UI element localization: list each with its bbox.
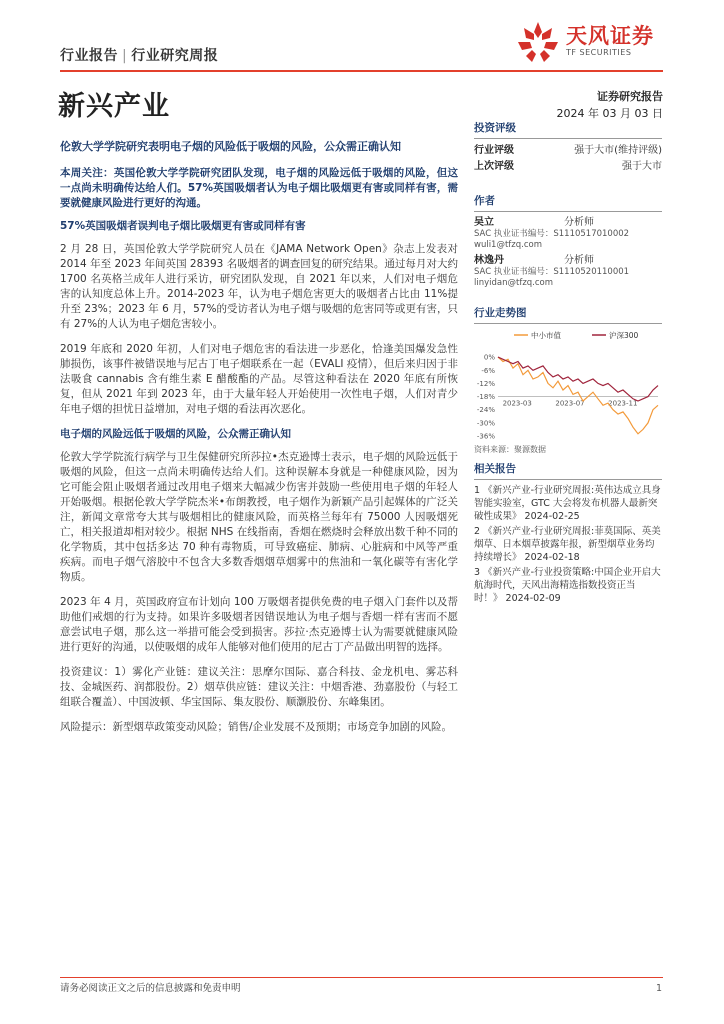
paragraph-3: 伦敦大学学院流行病学与卫生保健研究所莎拉•杰克逊博士表示，电子烟的风险远低于吸烟的风险，但这一点尚未明确传达给人们。这种误解本身就是一种健康风险，因为它可能会阻止吸烟者通过改用电子烟来大幅减少伤害并鼓励一些使用电子烟的年轻人开始吸烟。根据伦敦大学学院杰米•布朗教授，电子烟作为新颖产品引起媒体的广泛关注，新闻文章常夸大其与吸烟相比的健康风险，而英格兰每年有 75000 人因吸烟死亡，相关报道却相对较少。根据 NHS 在线指南，香烟在燃烧时会释放出数千种不同的化学物质，其中包括多达 70 种有毒物质，可导致癌症、肺病、心脏病和中风等严重疾病。而电子烟气溶胶中不包含大多数香烟烟草烟雾中的焦油和一氧化碳等有害化学物质。 [60,451,458,583]
x-tick-label: 2023-07 [555,399,585,408]
logo-english: TF SECURITIES [566,48,632,57]
related-report-item[interactable]: 1 《新兴产业-行业研究周报:英伟达成立具身智能实验室，GTC 大会将发布机器人最新突破性成果》 2024-02-25 [474,485,661,522]
industry-title: 新兴产业 [58,91,170,122]
report-date: 2024 年 03 月 03 日 [556,107,663,120]
risk-warning: 风险提示：新型烟草政策变动风险；销售/企业发展不及预期；市场竞争加剧的风险。 [60,721,453,733]
report-type: 证券研究报告 [597,90,663,103]
rating-label: 行业评级 [474,145,514,156]
y-tick-label: 0% [483,353,495,362]
section-heading-2: 电子烟的风险远低于吸烟的风险，公众需正确认知 [60,428,291,440]
author-email[interactable]: wuli1@tfzq.com [474,240,543,250]
x-tick-label: 2023-03 [502,399,532,408]
related-heading: 相关报告 [474,461,662,480]
series-line-中小市值 [498,357,658,434]
legend-label: 沪深300 [609,331,639,340]
author-name: 吴立 [474,217,494,228]
investment-advice: 投资建议：1）雾化产业链：建议关注：思摩尔国际、嘉合科技、金龙机电、雾芯科技、金城医药、润都股份。2）烟草供应链：建议关注：中烟香港、劲嘉股份（与轻工组联合覆盖）、中国波顿、华宝国际、集友股份、顺灏股份、东峰集团。 [60,666,458,708]
logo-emblem-icon [514,18,562,64]
trend-chart [474,328,662,440]
author-block [474,216,662,251]
rating-value: 强于大市(维持评级) [574,145,662,156]
y-tick-label: -30% [476,419,495,428]
y-tick-label: -24% [476,406,495,415]
category-label: 行业报告 [60,48,118,64]
cert-number: S1110517010002 [553,229,630,239]
footer-divider [60,977,663,978]
cert-label: SAC 执业证书编号： [474,267,554,277]
category-separator: | [122,48,128,64]
series-line-沪深300 [498,357,658,401]
rating-heading: 投资评级 [474,120,662,139]
x-tick-label: 2023-11 [608,399,638,408]
author-role: 分析师 [564,217,594,228]
footer-disclaimer: 请务必阅读正文之后的信息披露和免责申明 [60,983,241,994]
subcategory-label: 行业研究周报 [131,48,219,64]
section-heading-1: 57%英国吸烟者误判电子烟比吸烟更有害或同样有害 [60,220,306,232]
author-block [474,254,662,289]
y-tick-label: -36% [476,432,495,440]
main-content [60,166,458,745]
chart-source: 资料来源：聚源数据 [474,445,546,454]
key-point: 本周关注：英国伦敦大学学院研究团队发现，电子烟的风险远低于吸烟的风险，但这一点尚未明确传达给人们。57%英国吸烟者认为电子烟比吸烟更有害或同样有害，需要就健康风险进行更好的沟通。 [60,167,458,209]
author-name: 林逸丹 [474,255,504,266]
sidebar [474,120,662,607]
related-report-item[interactable]: 3 《新兴产业-行业投资策略:中国企业开启大航海时代，天风出海精选指数投资正当时！》 2024-02-09 [474,567,661,604]
y-tick-label: -6% [481,366,495,375]
page-number: 1 [655,983,662,994]
paragraph-2: 2019 年底和 2020 年初，人们对电子烟危害的看法进一步恶化，恰逢美国爆发急性肺损伤，该事件被错误地与尼古丁电子烟联系在一起（EVALI 疫情），但后来归因于非法吸食 cannabis 含有维生素 E 醋酸酯的产品。尽管这种看法在 2020 年底有所恢复，但从 2021 年到 2023 年，由于大量年轻人开始使用一次性电子烟，人们对青少年电子烟的担忧日益增加，对电子烟的看法再次恶化。 [60,343,458,415]
company-logo [514,18,664,68]
author-email[interactable]: linyidan@tfzq.com [474,278,554,288]
authors-heading: 作者 [474,193,662,212]
author-cert [474,229,662,240]
paragraph-4: 2023 年 4 月，英国政府宣布计划向 100 万吸烟者提供免费的电子烟入门套件以及帮助他们戒烟的行为支持。如果许多吸烟者因错误地认为电子烟与香烟一样有害而不愿意尝试电子烟，那么这一举措可能会受到损害。莎拉·杰克逊博士认为需要就健康风险进行更好的沟通，以使吸烟的成年人能够对他们使用的尼古丁产品做出明智的选择。 [60,596,458,653]
cert-number: S1110520110001 [553,267,630,277]
y-tick-label: -12% [476,379,495,388]
related-report-item[interactable]: 2 《新兴产业-行业研究周报:菲莫国际、英美烟草、日本烟草披露年报，新型烟草业务均持续增长》 2024-02-18 [474,526,661,563]
header-divider [60,70,663,72]
author-cert [474,267,662,278]
author-role: 分析师 [564,255,594,266]
rating-label: 上次评级 [474,161,514,172]
report-headline: 伦敦大学学院研究表明电子烟的风险低于吸烟的风险，公众需正确认知 [60,140,401,153]
y-tick-label: -18% [476,393,495,402]
rating-value: 强于大市 [622,161,662,172]
rating-row [474,159,662,175]
trend-chart-svg [474,328,662,440]
paragraph-1: 2 月 28 日，英国伦敦大学学院研究人员在《JAMA Network Open》杂志上发表对 2014 年至 2023 年间英国 28393 名吸烟者的调查回复的研究结果。通过每月对大约 1700 名英格兰成年人进行采访，研究团队发现，自 2021 年以来，人们对电子烟危害的认知度总体上升。2014-2023 年，认为电子烟危害更大的吸烟者占比由 11%提升至 23%；2023 年 6 月，57%的受访者认为电子烟与吸烟的危害同等或更有害，只有 27%的人认为电子烟危害较小。 [60,243,458,330]
trend-heading: 行业走势图 [474,305,662,324]
logo-name: 天风证券 [566,24,654,48]
rating-row [474,143,662,159]
legend-label: 中小市值 [531,331,561,340]
report-category [60,45,218,65]
cert-label: SAC 执业证书编号： [474,229,554,239]
